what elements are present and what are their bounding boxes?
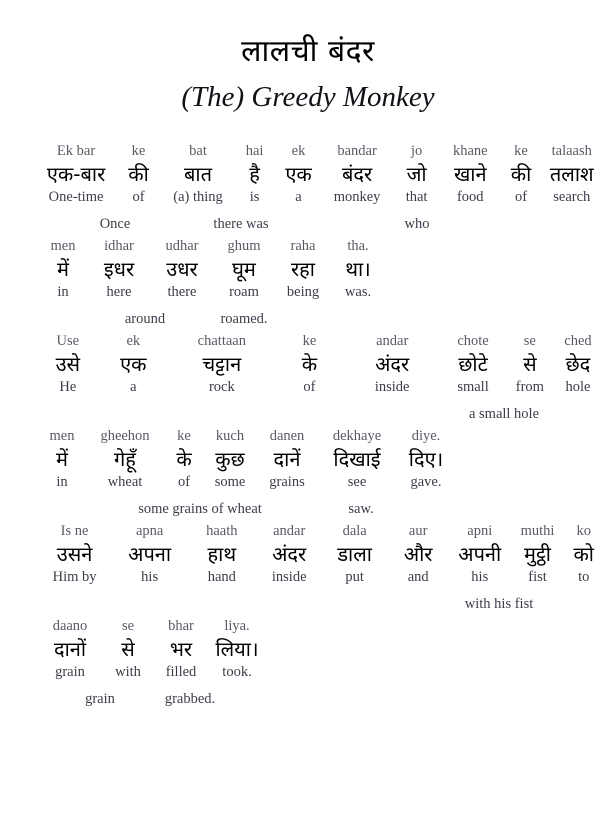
gloss-word: that	[405, 188, 428, 205]
gloss-column	[440, 333, 505, 397]
transliteration-word: jo	[410, 142, 423, 159]
idiomatic-word: roamed.	[220, 310, 268, 327]
gloss-column	[386, 523, 450, 587]
idiomatic-line	[38, 214, 602, 234]
transliteration-word: talaash	[551, 142, 592, 159]
gloss-word: see	[347, 473, 367, 490]
gloss-word: rock	[208, 378, 235, 395]
gloss-column	[204, 428, 256, 492]
verse-columns	[38, 428, 602, 492]
gloss-word: of	[177, 473, 191, 490]
devanagari-word: तलाश	[549, 161, 594, 186]
transliteration-word: diye.	[411, 427, 441, 444]
transliteration-word: kuch	[215, 427, 245, 444]
gloss-column	[38, 428, 86, 492]
devanagari-word: अंदर	[272, 541, 307, 566]
devanagari-word: अपनी	[458, 541, 502, 566]
transliteration-word: apna	[135, 522, 164, 539]
gloss-word: Him by	[52, 568, 97, 585]
devanagari-word: को	[573, 541, 594, 566]
gloss-word: filled	[165, 663, 197, 680]
transliteration-word: Is ne	[60, 522, 89, 539]
transliteration-word: udhar	[165, 237, 199, 254]
gloss-column	[214, 238, 274, 302]
gloss-word: small	[457, 378, 489, 395]
verse-block	[38, 428, 602, 519]
devanagari-word: डाला	[337, 541, 372, 566]
verse-block	[38, 618, 602, 709]
gloss-column	[163, 143, 233, 207]
gloss-column	[114, 143, 163, 207]
transliteration-word: hai	[245, 142, 264, 159]
gloss-word: monkey	[333, 188, 381, 205]
gloss-column	[98, 333, 169, 397]
gloss-column	[275, 333, 344, 397]
devanagari-word: में	[57, 256, 69, 281]
idiomatic-word: some grains of wheat	[138, 500, 262, 517]
devanagari-word: इधर	[103, 256, 135, 281]
devanagari-word: बात	[184, 161, 213, 186]
gloss-column	[208, 618, 266, 682]
gloss-column	[565, 523, 602, 587]
gloss-word: hand	[207, 568, 236, 585]
gloss-column	[501, 143, 542, 207]
gloss-word: search	[553, 188, 591, 205]
verse-block	[38, 238, 602, 329]
devanagari-word: घूम	[232, 256, 256, 281]
devanagari-word: अंदर	[375, 351, 410, 376]
gloss-column	[102, 618, 154, 682]
devanagari-word: के	[176, 446, 192, 471]
transliteration-word: andar	[273, 522, 306, 539]
devanagari-word: उधर	[166, 256, 198, 281]
gloss-column	[88, 238, 150, 302]
gloss-column	[510, 523, 566, 587]
transliteration-word: bandar	[337, 142, 377, 159]
gloss-word: of	[303, 378, 316, 395]
gloss-column	[450, 523, 510, 587]
gloss-column	[276, 143, 321, 207]
gloss-word: inside	[374, 378, 410, 395]
devanagari-word: एक	[120, 351, 147, 376]
gloss-column	[38, 333, 98, 397]
transliteration-word: aur	[408, 522, 428, 539]
idiomatic-line	[38, 594, 602, 614]
devanagari-word: चट्टान	[202, 351, 242, 376]
transliteration-word: andar	[376, 332, 409, 349]
transliteration-word: muthi	[520, 522, 555, 539]
gloss-word: in	[56, 473, 68, 490]
devanagari-word: छेद	[565, 351, 591, 376]
gloss-column	[554, 333, 602, 397]
gloss-word: put	[345, 568, 364, 585]
transliteration-word: chattaan	[197, 332, 246, 349]
gloss-word: grains	[269, 473, 305, 490]
devanagari-word: की	[128, 161, 149, 186]
devanagari-word: की	[510, 161, 532, 186]
transliteration-word: Use	[56, 332, 80, 349]
gloss-column	[111, 523, 188, 587]
devanagari-word: उसे	[55, 351, 81, 376]
gloss-column	[323, 523, 387, 587]
transliteration-word: khane	[452, 142, 488, 159]
idiomatic-word: there was	[213, 215, 269, 232]
gloss-column	[321, 143, 393, 207]
idiomatic-word: grain	[85, 690, 115, 707]
gloss-column	[86, 428, 164, 492]
transliteration-word: liya.	[224, 617, 250, 634]
gloss-column	[233, 143, 276, 207]
devanagari-word: लिया।	[215, 636, 259, 661]
transliteration-word: gheehon	[100, 427, 150, 444]
transliteration-word: danen	[269, 427, 305, 444]
transliteration-word: ek	[291, 142, 306, 159]
gloss-column	[150, 238, 214, 302]
verse-columns	[38, 238, 602, 302]
verse-columns	[38, 143, 602, 207]
gloss-word: a	[295, 188, 302, 205]
gloss-word: of	[132, 188, 145, 205]
devanagari-word: छोटे	[458, 351, 488, 376]
devanagari-word: अपना	[128, 541, 172, 566]
page-title-devanagari: लालची बंदर	[241, 34, 375, 69]
idiomatic-line	[38, 499, 602, 519]
idiomatic-word: around	[124, 310, 166, 327]
gloss-word: there	[167, 283, 197, 300]
gloss-column	[318, 428, 396, 492]
transliteration-word: tha.	[347, 237, 369, 254]
transliteration-word: ke	[177, 427, 191, 444]
title-block	[0, 0, 616, 115]
gloss-column	[169, 333, 275, 397]
devanagari-word: में	[56, 446, 68, 471]
transliteration-word: Ek bar	[56, 142, 96, 159]
devanagari-word: दिए।	[408, 446, 444, 471]
transliteration-word: idhar	[104, 237, 134, 254]
transliteration-word: men	[49, 427, 75, 444]
transliteration-word: ke	[514, 142, 528, 159]
gloss-word: One-time	[48, 188, 104, 205]
gloss-word: food	[456, 188, 484, 205]
verse-columns	[38, 333, 602, 397]
gloss-column	[256, 428, 318, 492]
gloss-column	[164, 428, 204, 492]
gloss-column	[154, 618, 208, 682]
verse-block	[38, 523, 602, 614]
verse-block	[38, 333, 602, 424]
transliteration-word: se	[121, 617, 135, 634]
idiomatic-word: with his fist	[464, 595, 534, 612]
gloss-word: in	[57, 283, 69, 300]
idiomatic-word: a small hole	[468, 405, 540, 422]
devanagari-word: हाथ	[207, 541, 237, 566]
transliteration-word: haath	[206, 522, 238, 539]
transliteration-word: ko	[576, 522, 591, 539]
gloss-word: roam	[229, 283, 259, 300]
idiomatic-word: grabbed.	[164, 690, 216, 707]
devanagari-word: भर	[169, 636, 193, 661]
idiomatic-word: who	[404, 215, 430, 232]
devanagari-word: उसने	[56, 541, 93, 566]
devanagari-word: के	[301, 351, 318, 376]
gloss-word: some	[214, 473, 246, 490]
gloss-word: his	[471, 568, 489, 585]
gloss-column	[393, 143, 440, 207]
gloss-word: to	[578, 568, 590, 585]
gloss-column	[256, 523, 323, 587]
gloss-word: grain	[55, 663, 85, 680]
transliteration-word: raha	[290, 237, 316, 254]
gloss-column	[396, 428, 456, 492]
transliteration-word: ched	[564, 332, 592, 349]
gloss-column	[188, 523, 255, 587]
transliteration-word: bat	[189, 142, 207, 159]
devanagari-word: था।	[345, 256, 371, 281]
gloss-word: took.	[222, 663, 252, 680]
gloss-column	[440, 143, 501, 207]
devanagari-word: खाने	[453, 161, 487, 186]
gloss-word: fist	[528, 568, 547, 585]
gloss-column	[332, 238, 384, 302]
gloss-column	[542, 143, 603, 207]
devanagari-word: गेहूँ	[114, 446, 136, 471]
gloss-word: (a) thing	[173, 188, 223, 205]
idiomatic-line	[38, 689, 602, 709]
transliteration-word: men	[50, 237, 76, 254]
gloss-word: was.	[344, 283, 372, 300]
transliteration-word: dala	[342, 522, 367, 539]
devanagari-word: से	[523, 351, 537, 376]
transliteration-word: daano	[52, 617, 88, 634]
transliteration-word: chote	[457, 332, 489, 349]
devanagari-word: दिखाई	[333, 446, 381, 471]
gloss-word: gave.	[410, 473, 442, 490]
gloss-word: being	[286, 283, 320, 300]
gloss-column	[506, 333, 554, 397]
gloss-word: with	[115, 663, 141, 680]
transliteration-word: ke	[302, 332, 317, 349]
transliteration-word: se	[523, 332, 536, 349]
transliteration-word: ke	[131, 142, 146, 159]
gloss-word: his	[141, 568, 159, 585]
transliteration-word: bhar	[168, 617, 194, 634]
gloss-word: is	[249, 188, 260, 205]
idiomatic-word: Once	[99, 215, 131, 232]
gloss-word: inside	[271, 568, 307, 585]
devanagari-word: एक-बार	[46, 161, 106, 186]
gloss-column	[38, 143, 114, 207]
transliteration-word: apni	[467, 522, 493, 539]
transliteration-word: dekhaye	[332, 427, 382, 444]
devanagari-word: रहा	[291, 256, 315, 281]
gloss-column	[38, 238, 88, 302]
idiomatic-line	[38, 309, 602, 329]
devanagari-word: और	[403, 541, 433, 566]
verse-columns	[38, 523, 602, 587]
transliteration-word: ghum	[227, 237, 261, 254]
gloss-word: from	[515, 378, 544, 395]
gloss-column	[38, 618, 102, 682]
verse-block	[38, 143, 602, 234]
idiomatic-line	[38, 404, 602, 424]
devanagari-word: एक	[285, 161, 312, 186]
gloss-word: of	[514, 188, 528, 205]
gloss-column	[274, 238, 332, 302]
gloss-word: He	[59, 378, 77, 395]
idiomatic-word: saw.	[348, 500, 374, 517]
devanagari-word: है	[249, 161, 260, 186]
verse-columns	[38, 618, 602, 682]
devanagari-word: कुछ	[215, 446, 245, 471]
verse-list	[0, 143, 616, 709]
transliteration-word: ek	[126, 332, 141, 349]
devanagari-word: से	[121, 636, 135, 661]
page-title-english: (The) Greedy Monkey	[181, 81, 435, 114]
gloss-column	[38, 523, 111, 587]
gloss-word: here	[106, 283, 132, 300]
devanagari-word: दानों	[53, 636, 87, 661]
gloss-word: and	[407, 568, 429, 585]
gloss-word: hole	[565, 378, 591, 395]
devanagari-word: दानें	[273, 446, 301, 471]
devanagari-word: मुट्ठी	[524, 541, 551, 566]
gloss-word: wheat	[107, 473, 143, 490]
devanagari-word: जो	[406, 161, 427, 186]
gloss-word: a	[130, 378, 137, 395]
gloss-column	[344, 333, 440, 397]
devanagari-word: बंदर	[341, 161, 373, 186]
